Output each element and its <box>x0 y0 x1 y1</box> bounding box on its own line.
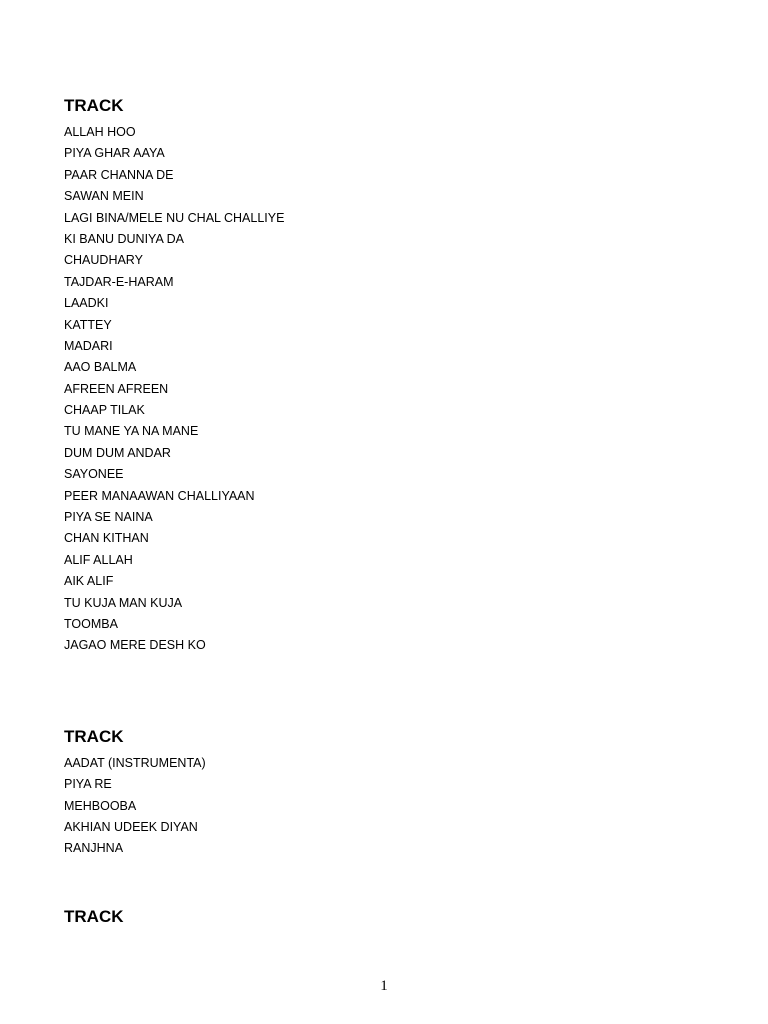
track-item: KI BANU DUNIYA DA <box>64 231 184 246</box>
track-item: TU KUJA MAN KUJA <box>64 595 183 610</box>
track-item: AIK ALIF <box>64 574 114 589</box>
track-item: CHAUDHARY <box>64 253 143 268</box>
track-item: PEER MANAAWAN CHALLIYAAN <box>64 488 255 503</box>
section-heading: TRACK <box>64 726 124 746</box>
track-item: LAADKI <box>64 296 109 311</box>
section-heading: TRACK <box>64 906 124 926</box>
track-item: AKHIAN UDEEK DIYAN <box>64 819 198 834</box>
document-content <box>64 95 704 933</box>
track-item: ALLAH HOO <box>64 125 136 139</box>
track-item: PAAR CHANNA DE <box>64 167 174 182</box>
track-item: AAO BALMA <box>64 360 137 375</box>
track-list-2 <box>64 753 704 860</box>
track-section-1 <box>64 95 704 657</box>
section-spacer <box>64 657 704 726</box>
track-list-1 <box>64 122 704 657</box>
track-item: PIYA RE <box>64 777 112 792</box>
track-item: DUM DUM ANDAR <box>64 445 171 460</box>
track-item: TAJDAR-E-HARAM <box>64 274 174 289</box>
track-item: ALIF ALLAH <box>64 552 133 567</box>
track-item: AFREEN AFREEN <box>64 381 169 396</box>
track-item: TOOMBA <box>64 616 118 631</box>
track-item: TU MANE YA NA MANE <box>64 424 199 439</box>
track-item: PIYA SE NAINA <box>64 510 153 525</box>
track-item: CHAAP TILAK <box>64 403 145 418</box>
section-spacer <box>64 860 704 906</box>
track-item: KATTEY <box>64 317 112 332</box>
track-item: SAWAN MEIN <box>64 189 144 204</box>
track-section-3 <box>64 906 704 928</box>
track-item: LAGI BINA/MELE NU CHAL CHALLIYE <box>64 210 285 225</box>
track-item: RANJHNA <box>64 841 124 856</box>
page-number: 1 <box>380 978 388 994</box>
track-item: AADAT (INSTRUMENTA) <box>64 755 206 770</box>
track-item: CHAN KITHAN <box>64 531 149 546</box>
track-item: MADARI <box>64 338 113 353</box>
track-section-2 <box>64 726 704 860</box>
track-item: SAYONEE <box>64 467 124 482</box>
track-item: MEHBOOBA <box>64 798 137 813</box>
track-item: JAGAO MERE DESH KO <box>64 638 206 653</box>
track-item: PIYA GHAR AAYA <box>64 146 165 161</box>
section-heading: TRACK <box>64 96 124 115</box>
